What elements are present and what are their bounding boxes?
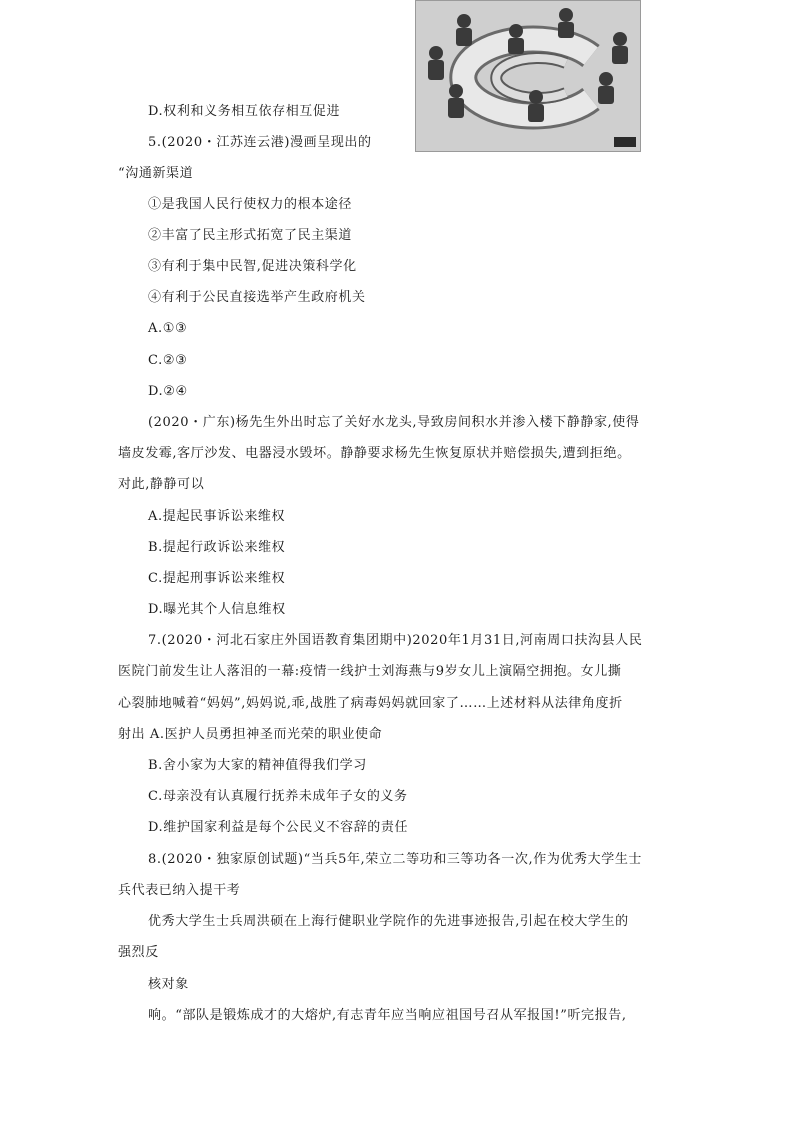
text-line-4: ②丰富了民主形式拓宽了民主渠道	[148, 228, 353, 243]
text-line-3: ①是我国人民行使权力的根本途径	[148, 197, 353, 212]
text-line-11: 墙皮发霉,客厅沙发、电器浸水毁坏。静静要求杨先生恢复原状并赔偿损失,遭到拒绝。	[118, 446, 631, 461]
cartoon-image	[415, 0, 641, 152]
text-line-2: “沟通新渠道	[118, 166, 194, 181]
text-line-18: 医院门前发生让人落泪的一幕:疫情一线护士刘海燕与9岁女儿上演隔空拥抱。女儿撕	[118, 664, 622, 679]
text-line-10: (2020・广东)杨先生外出时忘了关好水龙头,导致房间积水并渗入楼下静静家,使得	[148, 415, 640, 430]
text-line-23: D.维护国家利益是每个公民义不容辞的责任	[148, 820, 409, 835]
text-line-26: 优秀大学生士兵周洪硕在上海行健职业学院作的先进事迹报告,引起在校大学生的	[148, 914, 629, 929]
text-line-1: 5.(2020・江苏连云港)漫画呈现出的	[148, 135, 372, 150]
text-line-24: 8.(2020・独家原创试题)“当兵5年,荣立二等功和三等功各一次,作为优秀大学生士	[148, 852, 643, 867]
text-line-7: A.①③	[148, 321, 188, 336]
text-line-17: 7.(2020・河北石家庄外国语教育集团期中)2020年1月31日,河南周口扶沟县人民	[148, 633, 643, 648]
text-line-13: A.提起民事诉讼来维权	[148, 509, 286, 524]
text-line-15: C.提起刑事诉讼来维权	[148, 571, 286, 586]
text-line-6: ④有利于公民直接选举产生政府机关	[148, 290, 366, 305]
text-line-27: 强烈反	[118, 945, 159, 960]
text-line-19: 心裂肺地喊着“妈妈”,妈妈说,乖,战胜了病毒妈妈就回家了……上述材料从法律角度折	[118, 696, 623, 711]
text-line-22: C.母亲没有认真履行抚养未成年子女的义务	[148, 789, 408, 804]
text-line-14: B.提起行政诉讼来维权	[148, 540, 286, 555]
text-line-12: 对此,静静可以	[118, 477, 205, 492]
text-line-20: 射出 A.医护人员勇担神圣而光荣的职业使命	[118, 727, 383, 742]
text-line-28: 核对象	[148, 977, 189, 992]
text-line-29: 响。“部队是锻炼成才的大熔炉,有志青年应当响应祖国号召从军报国!”听完报告,	[148, 1008, 627, 1023]
text-line-8: C.②③	[148, 353, 188, 368]
text-line-25: 兵代表已纳入提干考	[118, 883, 241, 898]
text-line-0: D.权利和义务相互依存相互促进	[148, 104, 341, 119]
text-line-21: B.舍小家为大家的精神值得我们学习	[148, 758, 367, 773]
text-line-9: D.②④	[148, 384, 188, 399]
text-line-16: D.曝光其个人信息维权	[148, 602, 286, 617]
text-line-5: ③有利于集中民智,促进决策科学化	[148, 259, 357, 274]
